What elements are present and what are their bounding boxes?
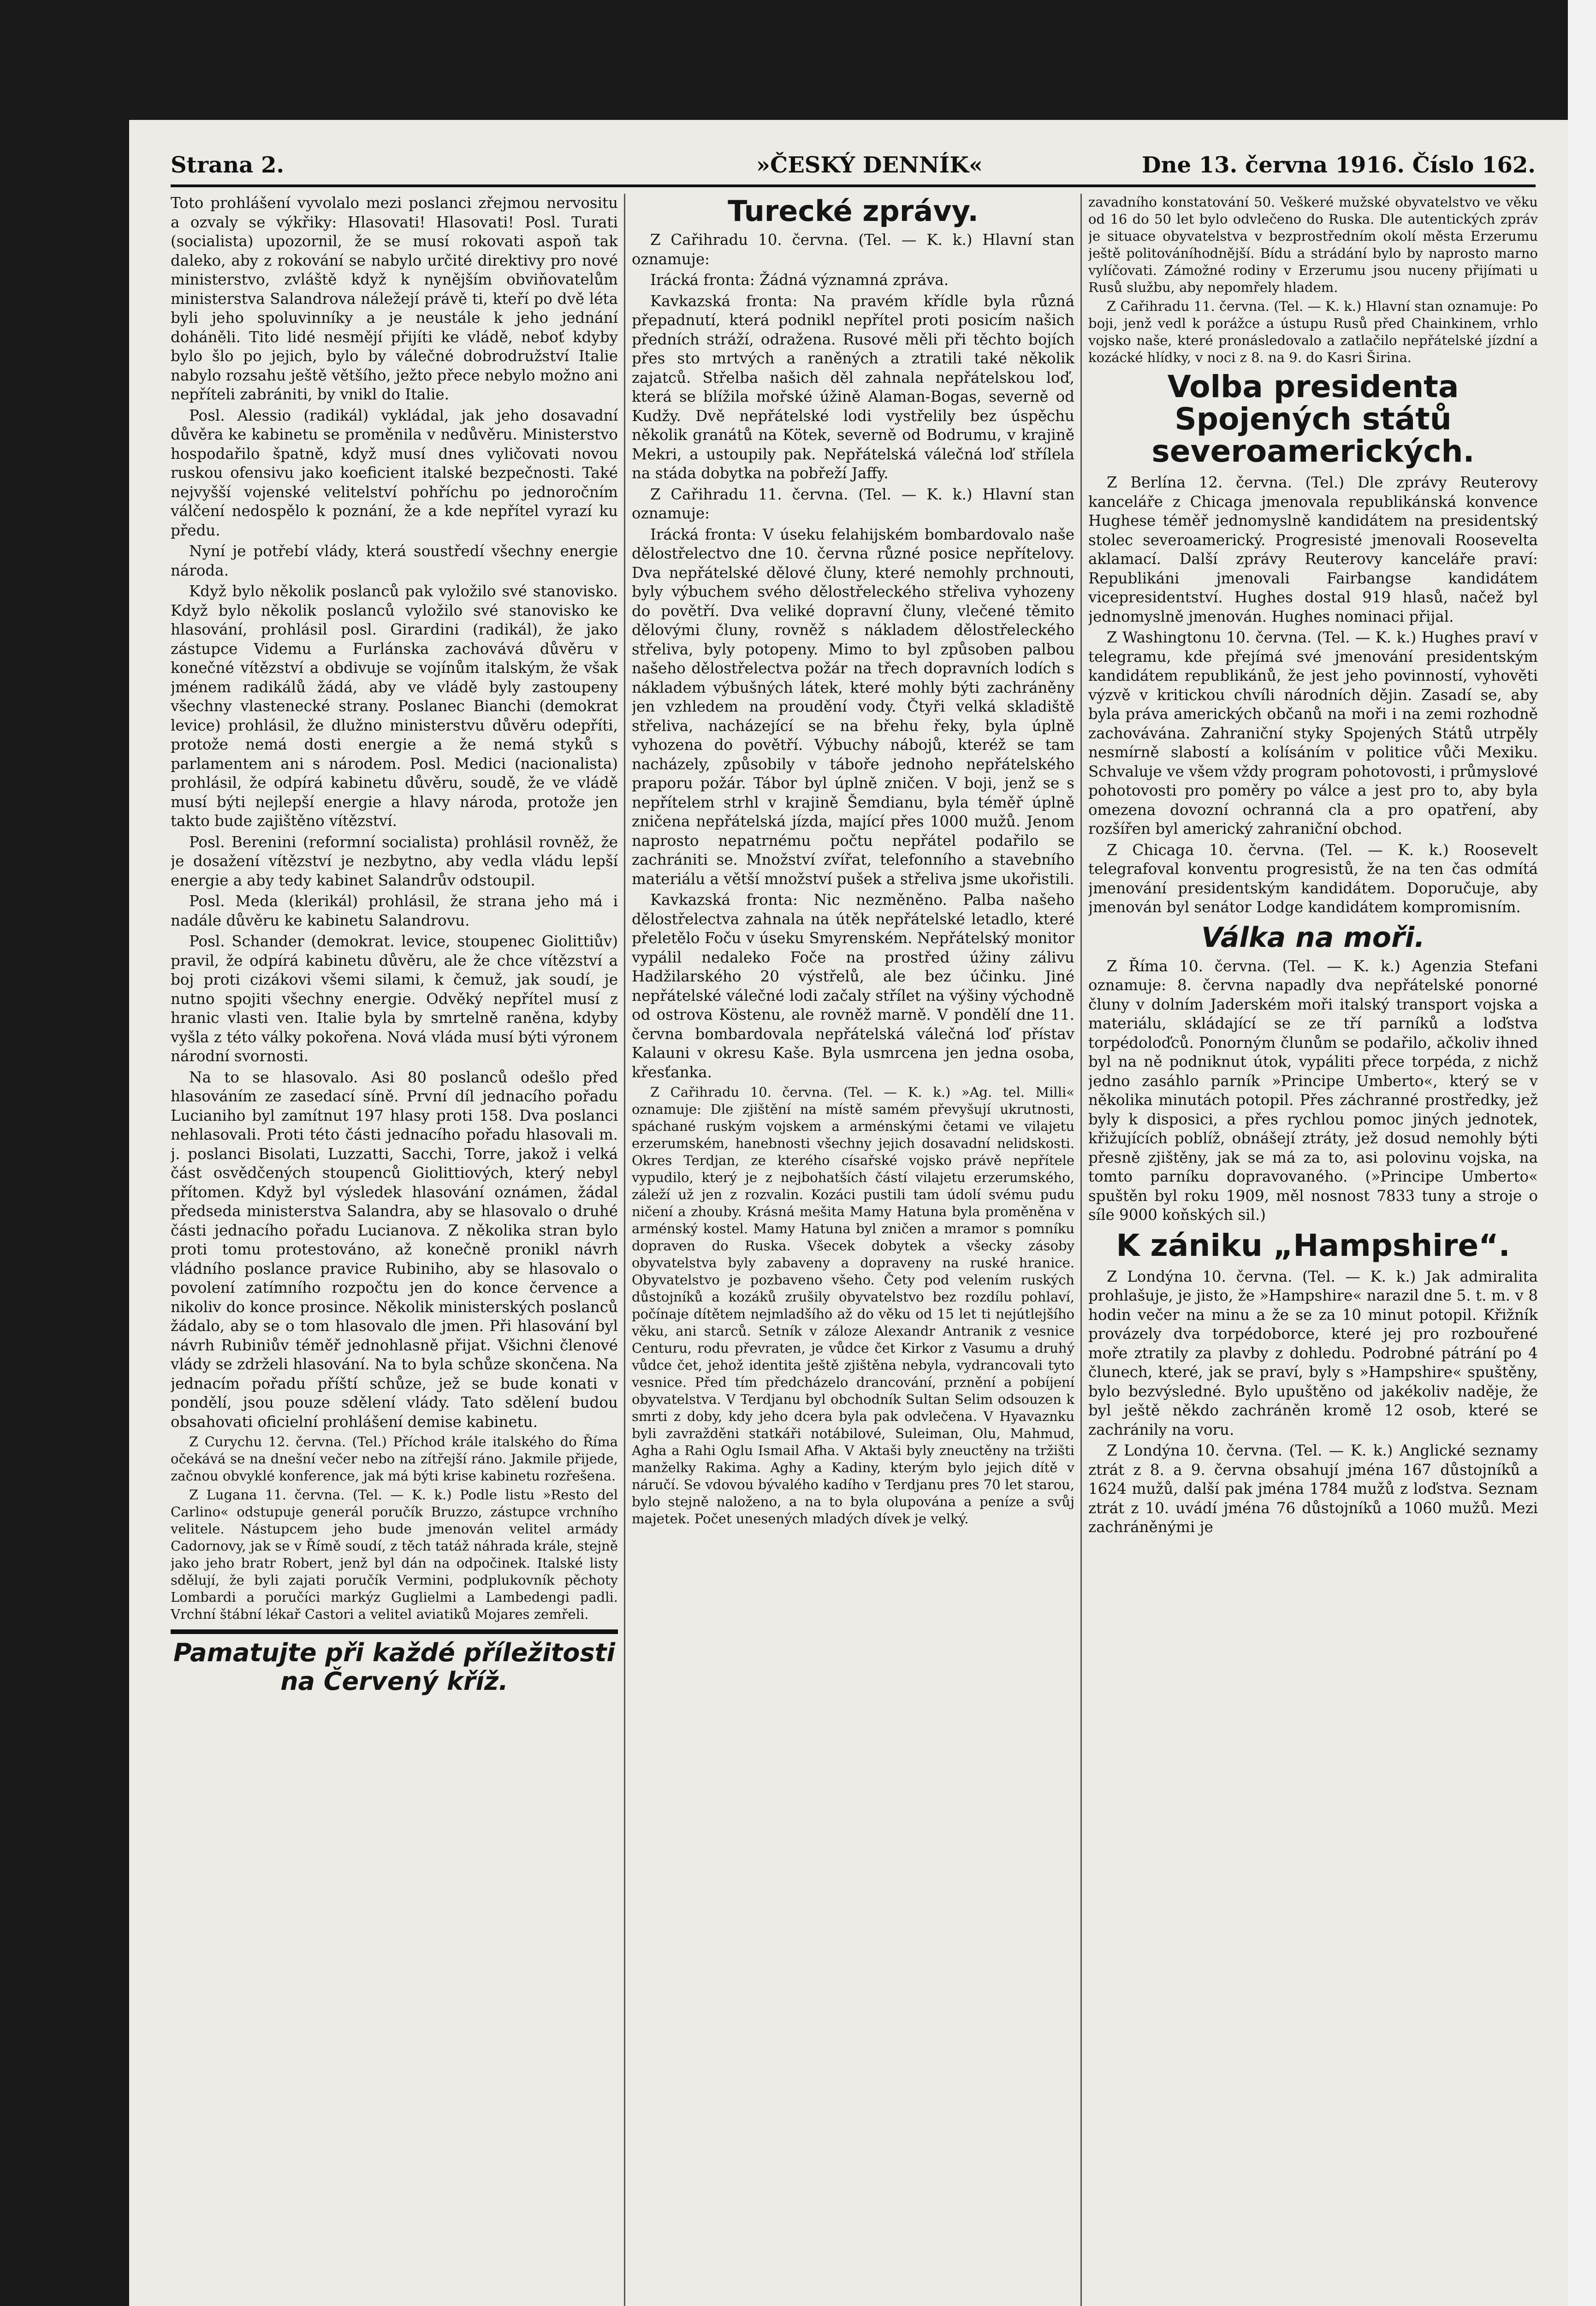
article-paragraph: Z Cařihradu 10. června. (Tel. — K. k.) Hlavní stan oznamuje: xyxy=(632,231,1074,268)
masthead: »ČESKÝ DENNÍK« xyxy=(756,152,983,178)
article-paragraph: Posl. Berenini (reformní socialista) prohlásil rovněž, že je dosažení vítězství je nezbytno, aby vedla vládu lepší energie a aby tedy kabinet Salandrův odstoupil. xyxy=(171,833,618,889)
column-right xyxy=(1088,194,1538,2306)
article-paragraph: Z Cařihradu 10. června. (Tel. — K. k.) »Ag. tel. Milli« oznamuje: Dle zjištění na místě samém převyšují ukrutnosti, spáchané ruským vojskem a arménskými četami ve vilajetu erzerumském, hanebnosti všechny jejich dosavadní nelidskosti. Okres Terdjan, ze kterého císařské vojsko právě nepřítele vypudilo, který je z nejbohatších částí vilajetu erzerumského, záleží už jen z rozvalin. Kozáci pustili tam údolí svému pudu ničení a zhouby. Krásná mešita Mamy Hatuna byla proměněna v arménský kostel. Mamy Hatuna byl zničen a mramor s pomníku dopraven do Ruska. Všecek dobytek a všecky zásoby obyvatelstva byly zabaveny a dopraveny na ruské hranice. Obyvatelstvo je pozbaveno všeho. Čety pod velením ruských důstojníků a kozáků zrušily obyvatelstvo bez rozdílu pohlaví, počínaje dítětem nejmladšího až do věku od 15 let ti nejútlejšího věku, ani starců. Setník v záloze Alexandr Antranik z vesnice Centuru, rodu převraten, je vůdce čet Kirkor z Vasumu a druhý vůdce čet, jehož identita ještě zjištěna nebyla, vydrancovali tyto vesnice. Před tím předcházelo drancování, prznění a pobíjení obyvatelstva. V Terdjanu byl obchodník Sultan Selim odsouzen k smrti z doby, kdy jeho dcera byla pak odvlečena. V Hyavaznku byli zavražděni statkáři notábilové, Suleiman, Olu, Mahmud, Agha a Rahi Oglu Ismail Afha. V Aktaši byly zneuctěny na tržišti manželky Rakima. Aghy a Kadiny, kterým bylo jejich dítě v náručí. Se vdovou bývalého kadího v Terdjanu pres 70 let starou, bylo stejně naloženo, a na to byla olupována a peníze a svůj majetek. Počet unesených mladých dívek je velký. xyxy=(632,1084,1074,1527)
page-header xyxy=(171,152,1536,187)
article-paragraph: Z Curychu 12. června. (Tel.) Příchod krále italského do Říma očekává se na dnešní večer nebo na zítřejší ráno. Jakmile přijede, začnou obvyklé konference, jak má býti krise kabinetu rozřešena. xyxy=(171,1434,618,1484)
article-paragraph: Na to se hlasovalo. Asi 80 poslanců odešlo před hlasováním ze zasedací síně. První díl jednacího pořadu Lucianiho byl zamítnut 197 hlasy proti 158. Dva poslanci nehlasovali. Proti této části jednacího pořadu hlasovali m. j. poslanci Bisolati, Luzzatti, Sacchi, Torre, jakož i velká část osvědčených stoupenců Giolittiových, který nebyl přítomen. Když byl výsledek hlasování oznámen, žádal předseda ministerstva Salandra, aby se hlasovalo o druhé části jednacího pořadu Lucianova. Z několika stran bylo proti tomu protestováno, až konečně pronikl návrh vládního poslance pravice Rubiniho, aby se hlasovalo o povolení zatímního rozpočtu jen do konce července a nikoliv do konce prosince. Několik ministerských poslanců žádalo, aby se o tom hlasovalo dle jmen. Při hlasování byl návrh Rubiniův téměř jednohlasně přijat. Všichni členové vlády se zdrželi hlasování. Na to byla schůze skončena. Na jednacím pořadu příští schůze, jež se bude konati v pondělí, jsou pouze sdělení vlády. Tato sdělení budou obsahovati oficielní prohlášení demise kabinetu. xyxy=(171,1068,618,1431)
article-paragraph: Z Cařihradu 11. června. (Tel. — K. k.) Hlavní stan oznamuje: xyxy=(632,485,1074,522)
newspaper-page xyxy=(129,120,1568,2306)
headline-war-at-sea: Válka na moři. xyxy=(1201,921,1425,954)
article-paragraph: Z Londýna 10. června. (Tel. — K. k.) Jak admiralita prohlašuje, je jisto, že »Hampshire« narazil dne 5. t. m. v 8 hodin večer na minu a že se za 10 minut potopil. Křižník provázely dva torpédoborce, které jej pro rozbouřené moře ztratily za plavby z dohledu. Podrobné pátrání po 4 člunech, které, jak se praví, byly s »Hampshire« spuštěny, bylo bezvýsledné. Bylo upuštěno od jakékoliv naděje, že byl ještě někdo zachráněn kromě 12 osob, které se zachránily na voru. xyxy=(1088,1267,1538,1438)
column-rule xyxy=(1080,194,1082,2306)
article-paragraph: Z Londýna 10. června. (Tel. — K. k.) Anglické seznamy ztrát z 8. a 9. června obsahují jména 167 důstojníků a 1624 mužů, další pak jména 1784 mužů z loďstva. Seznam ztrát z 10. uvádí jména 76 důstojníků a 1060 mužů. Mezi zachráněnými je xyxy=(1088,1442,1538,1536)
article-paragraph: zavadního konstatování 50. Veškeré mužské obyvatelstvo ve věku od 16 do 50 let bylo odvlečeno do Ruska. Dle autentických zpráv je situace obyvatelstva v bezprostředním okolí města Erzerumu ještě politováníhodnější. Bídu a strádání bylo by naprosto marno vylíčovati. Zámožné rodiny v Erzerumu jsou nuceny přijímati u Rusů službu, aby nepomřely hladem. xyxy=(1088,194,1538,295)
column-rule xyxy=(624,194,625,2306)
red-cross-appeal: Pamatujte při každé příležitosti na Červený kříž. xyxy=(171,1629,618,1696)
article-paragraph: Posl. Schander (demokrat. levice, stoupenec Giolittiův) pravil, že odpírá kabinetu důvěru, ale že chce vítězství a boj proti cizákovi všemi silami, k čemuž, jak soudí, je nutno spojiti všechny energie. Odvěký nepřítel musí z hranic vlasti ven. Italie byla by smrtelně raněna, kdyby vyšla z této války pokořena. Nová vláda musí býti výronem národní svornosti. xyxy=(171,933,618,1065)
article-paragraph: Nyní je potřebí vlády, která soustředí všechny energie národa. xyxy=(171,542,618,579)
column-middle xyxy=(632,194,1074,2306)
article-paragraph: Z Washingtonu 10. června. (Tel. — K. k.) Hughes praví v telegramu, kde přejímá své jmenování presidentským kandidátem republikánů, že jest jeho povinností, vyhověti výzvě v kritickou chvíli národních dějin. Zasadí se, aby byla práva amerických občanů na moři i na zemi rozhodně zachovávána. Zahraniční styky Spojených Států utrpěly nesmírně slabostí a kolísáním v politice vůči Mexiku. Schvaluje ve všem vždy program pohotovosti, i průmyslové pohotovosti pro poměry po válce a jest pro to, aby byla omezena dovozní ochranná cla a pro opatření, aby rozšířen byl americký zahraniční obchod. xyxy=(1088,629,1538,838)
headline-turkish-reports: Turecké zprávy. xyxy=(728,194,979,228)
article-paragraph: Z Cařihradu 11. června. (Tel. — K. k.) Hlavní stan oznamuje: Po boji, jenž vedl k porážce a ústupu Rusů před Chainkinem, vrhlo vojsko naše, které pronásledovalo a zatlačilo nepřátelské jízdní a kozácké hlídky, v noci z 8. na 9. do Kasri Širina. xyxy=(1088,298,1538,365)
article-paragraph: Irácká fronta: V úseku felahijském bombardovalo naše dělostřelectvo dne 10. června různé posice nepřítelovy. Dva nepřátelské dělové čluny, které nemohly prchnouti, byly výbuchem svého dělostřeleckého střeliva vyhozeny do povětří. Dva veliké dopravní čluny, vlečené těmito dělovými čluny, rovněž s nákladem dělostřeleckého střeliva, byly potopeny. Mimo to byl způsoben palbou našeho dělostřelectva požár na třech dopravních lodích s nákladem výbušných látek, které mohly býti zachráněny jen vzhledem na proudění vody. Čtyři velká skladiště střeliva, nacházející se na břehu řeky, byla úplně vyhozena do povětří. Výbuchy nábojů, kteréž se tam nacházely, způsobily v táboře jednoho nepřátelského praporu požár. Tábor byl úplně zničen. V boji, jenž se s nepřítelem strhl v krajině Šemdianu, byla téměř úplně zničena nepřátelská jízda, mající přes 1000 mužů. Jenom naprosto nepatrnému počtu nepřátel podařilo se zachrániti se. Množství zvířat, telefonního a stavebního materiálu a větší množství pušek a střeliva jsme ukořistili. xyxy=(632,525,1074,888)
headline-hampshire: K zániku „Hampshire“. xyxy=(1116,1227,1510,1263)
page-number: Strana 2. xyxy=(171,152,285,178)
headline-us-election: Volba presidenta Spojených států severoamerických. xyxy=(1151,369,1475,469)
article-paragraph: Kavkazská fronta: Na pravém křídle byla různá přepadnutí, která podnikl nepřítel proti posicím našich předních stráží, odražena. Rusové měli při těchto bojích přes sto mrtvých a raněných a ztratili také několik zajatců. Střelba našich děl zahnala nepřátelskou loď, která se blížila mořské úžině Alaman-Bogas, severně od Kudžy. Dvě nepřátelské lodi vystřelily bez úspěchu několik granátů na Kötek, severně od Bodrumu, v krajině Mekri, a ustoupily pak. Nepřátelská válečná loď střílela na stáda dobytka na pobřeží Jaffy. xyxy=(632,292,1074,482)
article-paragraph: Posl. Meda (klerikál) prohlásil, že strana jeho má i nadále důvěru ke kabinetu Salandrovu. xyxy=(171,892,618,929)
article-paragraph: Toto prohlášení vyvolalo mezi poslanci zřejmou nervositu a ozvaly se výkřiky: Hlasovati! Hlasovati! Posl. Turati (socialista) upozornil, že se musí rokovati aspoň tak daleko, aby z rokování se nabylo určité direktivy pro nové ministerstvo, zvláště když k nynějším obviňovatelům ministerstva Salandrova náležejí právě ti, kteří po dvě léta byli jeho spoluvinníky a je neustále k jeho jednání doháněli. Tito lidé nesmějí přijíti ke vládě, neboť kdyby bylo šlo po jejich, bylo by válečné dobrodružství Italie nabylo rozsahu ještě většího, ježto přece nebylo možno ani nepříteli zabrániti, by vnikl do Italie. xyxy=(171,194,618,403)
article-paragraph: Z Říma 10. června. (Tel. — K. k.) Agenzia Stefani oznamuje: 8. června napadly dva nepřátelské ponorné čluny v dolním Jaderském moři italský transport vojska a materiálu, skládající se ze tří parníků a loďstva torpédoloďců. Ponorným člunům se podařilo, ačkoliv ihned byl na ně podniknut útok, vypáliti přece torpéda, z nichž jedno zasáhlo parník »Principe Umberto«, který se v několika minutách potopil. Přes záchranné prostředky, jež byly k disposici, a přes rychlou pomoc jiných jednotek, křižujících poblíž, obnášejí ztráty, jež dosud nemohly býti přesně zjištěny, jak se má za to, asi polovinu vojska, na tomto parníku dopravovaného. (»Principe Umberto« spuštěn byl roku 1909, měl nosnost 7833 tuny a stroje o síle 9000 koňských sil.) xyxy=(1088,957,1538,1224)
article-paragraph: Posl. Alessio (radikál) vykládal, jak jeho dosavadní důvěra ke kabinetu se proměnila v nedůvěru. Ministerstvo hospodařilo špatně, když musí dnes vyličovati novou ruskou ofensivu jako koeficient italské bezpečnosti. Také nejvyšší vojenské velitelství pohříchu po jednoročním válčení nedospělo k poznání, že a kde nepřítel vyrazí ku předu. xyxy=(171,406,618,539)
issue-date: Dne 13. června 1916. Číslo 162. xyxy=(1142,152,1536,178)
article-paragraph: Když bylo několik poslanců pak vyložilo své stanovisko. Když bylo několik poslanců vyložilo své stanovisko ke hlasování, prohlásil posl. Girardini (radikál), že jako zástupce Videmu a Furlánska zachovává důvěru v konečné vítězství a obdivuje se vojínům italským, že však jménem radikálů žádá, aby ve vládě byly zastoupeny všechny vlastenecké strany. Poslanec Bianchi (demokrat levice) prohlásil, že dlužno ministerstvu důvěru odepříti, protože nemá dosti energie a že nemá styků s parlamentem ani s národem. Posl. Medici (nacionalista) prohlásil, že odpírá kabinetu důvěru, soudě, že ve vládě musí býti nejlepší energie a hlavy národa, protože jen takto bude zajištěno vítězství. xyxy=(171,582,618,830)
column-left xyxy=(171,194,618,2306)
article-paragraph: Irácká fronta: Žádná významná zpráva. xyxy=(650,271,949,289)
article-paragraph: Z Lugana 11. června. (Tel. — K. k.) Podle listu »Resto del Carlino« odstupuje generál poručík Bruzzo, zástupce vrchního velitele. Nástupcem jeho bude jmenován velitel armády Cadornovy, jak se v Římě soudí, z těch tatáž náhrada krále, stejně jako jeho bratr Robert, jenž byl dán na odpočinek. Italské listy sdělují, že byli zajati poručík Vermini, podplukovník pěchoty Lombardi a poručíci markýz Guglielmi a Lambedengi padli. Vrchní štábní lékař Castori a velitel aviatiků Mojares zemřeli. xyxy=(171,1487,618,1622)
article-paragraph: Z Berlína 12. června. (Tel.) Dle zprávy Reuterovy kanceláře z Chicaga jmenovala republikánská konvence Hughese téměř jednomyslně kandidátem na presidentský stolec severoamerický. Progresisté jmenovali Roosevelta aklamací. Další zprávy Reuterovy kanceláře praví: Republikáni jmenovali Fairbangse kandidátem vicepresidentství. Hughes dostal 919 hlasů, načež byl jednomyslně jmenován. Hughes nominaci přijal. xyxy=(1088,474,1538,625)
article-paragraph: Z Chicaga 10. června. (Tel. — K. k.) Roosevelt telegrafoval konventu progresistů, že na ten čas odmítá jmenování presidentským kandidátem. Doporučuje, aby jmenován byl senátor Lodge kandidátem kompromisním. xyxy=(1088,841,1538,916)
article-paragraph: Kavkazská fronta: Nic nezměněno. Palba našeho dělostřelectva zahnala na útěk nepřátelské letadlo, které přeletělo Foču v úseku Smyrenském. Nepřátelský monitor vypálil nedaleko Foče na prostřed úžiny zálivu Hadžilarského 20 výstřelů, ale bez účinku. Jiné nepřátelské válečné lodi začaly střílet na výšiny východně od ostrova Köstenu, ale rovněž marně. V pondělí dne 11. června bombardovala nepřátelská válečná loď přístav Kalauni v okresu Kaše. Byla usmrcena jen jedna osoba, křesťanka. xyxy=(632,891,1074,1081)
scan-margin xyxy=(1568,0,1596,2306)
